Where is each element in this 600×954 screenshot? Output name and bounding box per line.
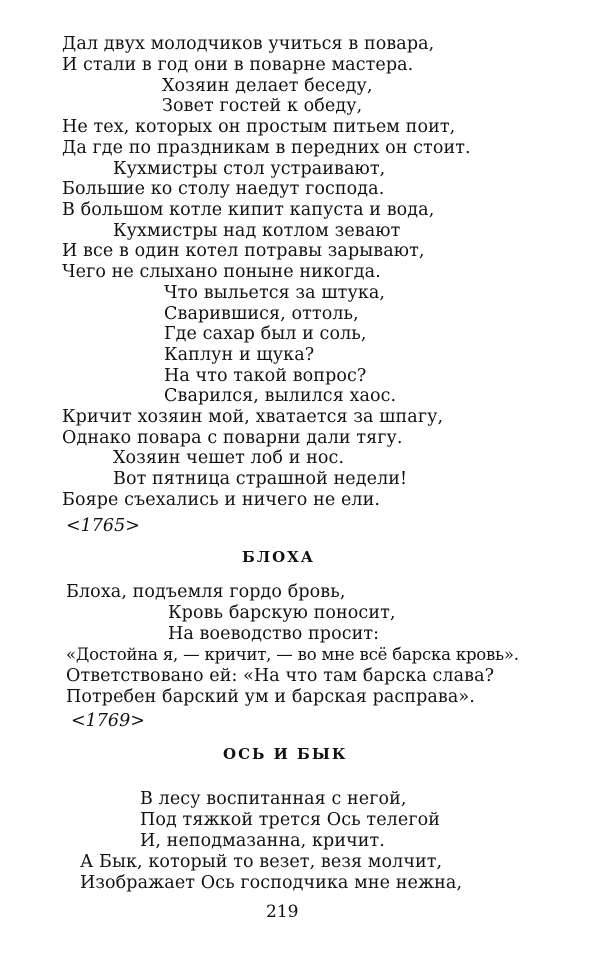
poem-line: Каплун и щука?	[164, 345, 315, 365]
poem-line: «Достойна я, — кричит, — во мне всё барска кровь».	[66, 645, 519, 664]
poem-line: Зовет гостей к обеду,	[162, 96, 363, 116]
poem-line: Чего не слыхано поныне никогда.	[62, 262, 381, 282]
poem-line: Однако повара с поварни дали тягу.	[62, 428, 403, 448]
poem-line: Что выльется за штука,	[164, 283, 386, 303]
poem-date: <1769>	[71, 711, 145, 731]
poem-line: Не тех, которых он простым питьем поит,	[62, 117, 456, 137]
poem-line: И все в один котел потравы зарывают,	[62, 241, 425, 261]
poem-title: БЛОХА	[242, 548, 316, 566]
poem-line: Да где по праздникам в передних он стоит.	[62, 138, 471, 158]
poem-line: Где сахар был и соль,	[164, 324, 367, 344]
poem-line: Хозяин делает беседу,	[162, 76, 373, 96]
poem-line: Бояре съехались и ничего не ели.	[62, 490, 381, 510]
poem-line: Сварился, вылился хаос.	[164, 386, 397, 406]
poem-line: Ответствовано ей: «На что там барска слава?	[66, 666, 495, 686]
poem-line: В большом котле кипит капуста и вода,	[62, 200, 435, 220]
poem-line: Кровь барскую поносит,	[168, 603, 396, 623]
poem-line: Блоха, подъемля гордо бровь,	[66, 582, 346, 602]
poem-line: Изображает Ось господчика мне нежна,	[80, 873, 463, 893]
poem-line: И, неподмазанна, кричит.	[140, 831, 385, 851]
poem-line: Хозяин чешет лоб и нос.	[113, 448, 345, 468]
poem-line: Большие ко столу наедут господа.	[62, 179, 385, 199]
poem-line: Дал двух молодчиков учиться в повара,	[62, 34, 435, 54]
poem-line: И стали в год они в поварне мастера.	[62, 55, 414, 75]
poem-line: В лесу воспитанная с негой,	[140, 789, 407, 809]
poem-date: <1765>	[66, 516, 140, 536]
poem-line: Потребен барский ум и барская расправа».	[66, 687, 475, 707]
poem-line: Кричит хозяин мой, хватается за шпагу,	[62, 407, 444, 427]
poem-line: На воеводство просит:	[168, 624, 380, 644]
page-number: 219	[266, 902, 299, 922]
poem-line: Сварившися, оттоль,	[164, 304, 359, 324]
poem-line: На что такой вопрос?	[164, 366, 367, 386]
poem-line: Кухмистры стол устраивают,	[113, 159, 386, 179]
poem-line: Кухмистры над котлом зевают	[113, 221, 401, 241]
poem-line: Под тяжкой трется Ось телегой	[140, 810, 440, 830]
poem-line: А Бык, который то везет, везя молчит,	[80, 852, 443, 872]
poem-line: Вот пятница страшной недели!	[113, 469, 408, 489]
poem-title: ОСЬ И БЫК	[223, 745, 348, 763]
